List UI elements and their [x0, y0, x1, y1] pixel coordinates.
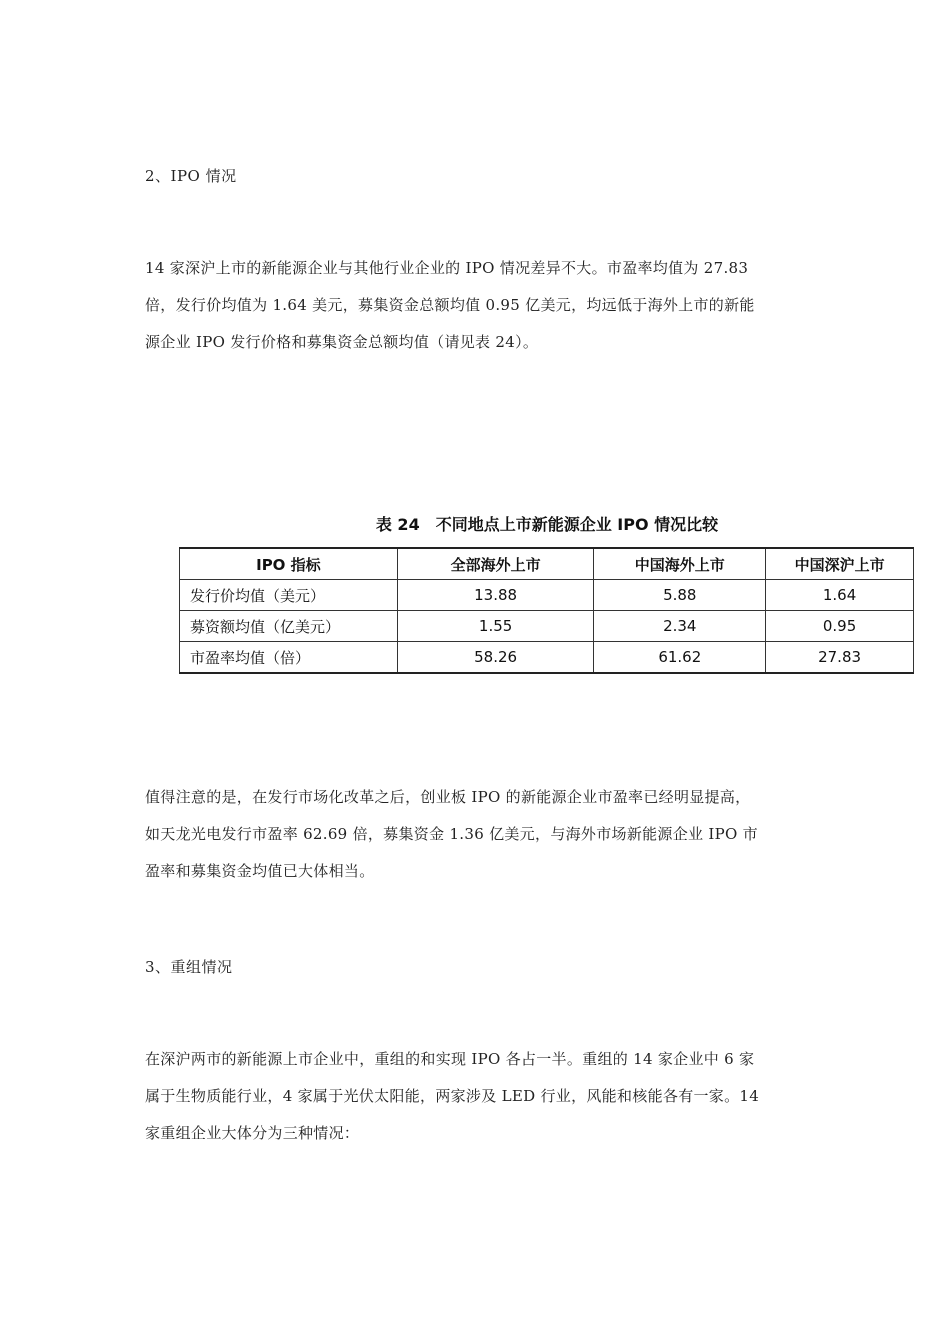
paragraph-line: 源企业 IPO 发行价格和募集资金总额均值（请见表 24）。	[145, 333, 539, 351]
section-heading-restructure: 3、重组情况	[145, 958, 233, 976]
table-cell: 58.26	[397, 642, 594, 674]
table-cell: 2.34	[594, 611, 766, 642]
table-cell: 5.88	[594, 580, 766, 611]
table-row	[180, 642, 914, 674]
column-header: IPO 指标	[180, 548, 398, 580]
table-cell: 27.83	[766, 642, 914, 674]
column-header: 中国海外上市	[594, 548, 766, 580]
table-cell: 1.64	[766, 580, 914, 611]
paragraph-line: 家重组企业大体分为三种情况：	[145, 1124, 360, 1142]
table-cell: 1.55	[397, 611, 594, 642]
paragraph-line: 盈率和募集资金均值已大体相当。	[145, 862, 375, 880]
ipo-paragraph	[145, 258, 815, 358]
table-cell: 13.88	[397, 580, 594, 611]
row-label: 募资额均值（亿美元）	[180, 611, 398, 642]
row-label: 发行价均值（美元）	[180, 580, 398, 611]
paragraph-line: 如天龙光电发行市盈率 62.69 倍，募集资金 1.36 亿美元，与海外市场新能源企业 IPO 市	[145, 825, 758, 843]
paragraph-line: 属于生物质能行业，4 家属于光伏太阳能，两家涉及 LED 行业，风能和核能各有一家。14	[145, 1087, 760, 1105]
ipo-comparison-table	[179, 547, 914, 674]
paragraph-line: 倍，发行价均值为 1.64 美元，募集资金总额均值 0.95 亿美元，均远低于海外上市的新能	[145, 296, 755, 314]
table-cell: 0.95	[766, 611, 914, 642]
paragraph-line: 在深沪两市的新能源上市企业中，重组的和实现 IPO 各占一半。重组的 14 家企业中 6 家	[145, 1050, 755, 1068]
table-header-row	[180, 548, 914, 580]
row-label: 市盈率均值（倍）	[180, 642, 398, 674]
table-row	[180, 611, 914, 642]
note-paragraph	[145, 787, 815, 887]
table-row	[180, 580, 914, 611]
paragraph-line: 14 家深沪上市的新能源企业与其他行业企业的 IPO 情况差异不大。市盈率均值为 27.83	[145, 259, 749, 277]
table-title: 表 24 不同地点上市新能源企业 IPO 情况比较	[375, 515, 719, 534]
section-heading-ipo: 2、IPO 情况	[145, 167, 237, 185]
table-cell: 61.62	[594, 642, 766, 674]
paragraph-line: 值得注意的是，在发行市场化改革之后，创业板 IPO 的新能源企业市盈率已经明显提高，	[145, 788, 751, 806]
column-header: 全部海外上市	[397, 548, 594, 580]
restructure-paragraph	[145, 1049, 815, 1149]
column-header: 中国深沪上市	[766, 548, 914, 580]
